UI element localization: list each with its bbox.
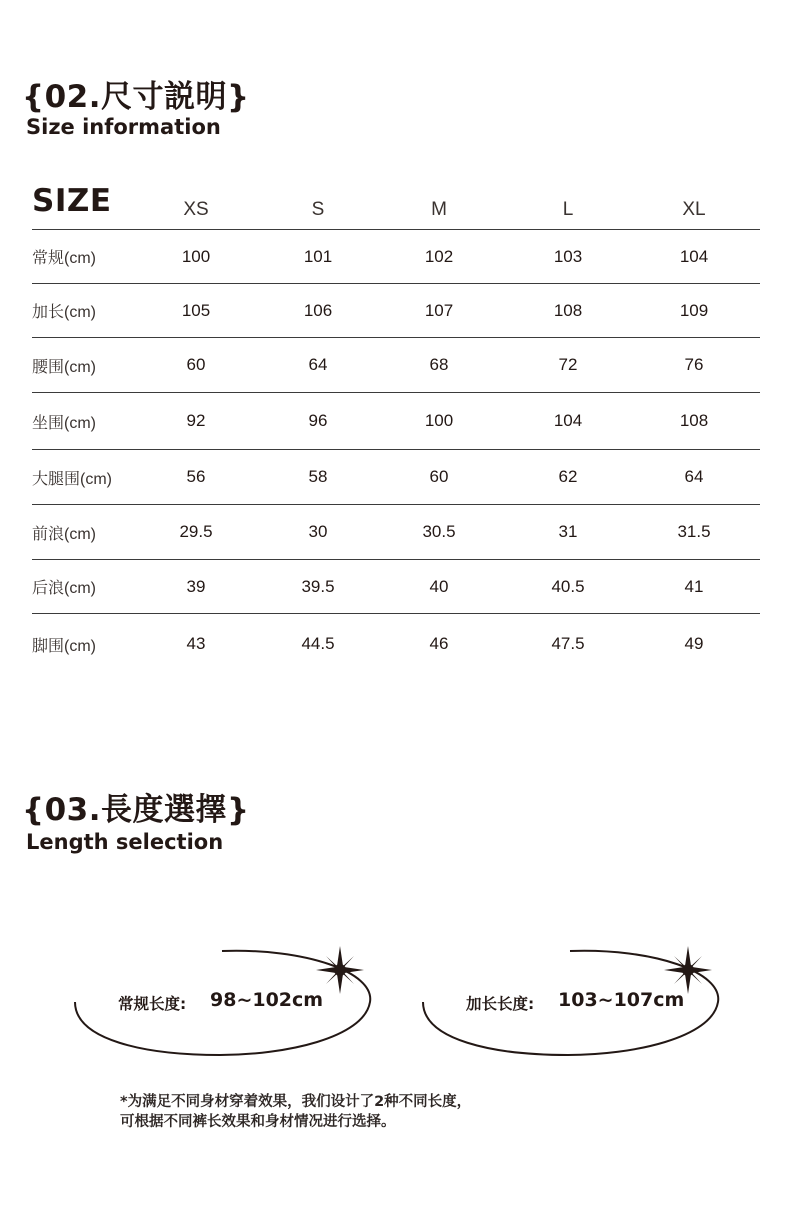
table-row: [32, 284, 760, 338]
table-cell: 64: [308, 355, 328, 374]
row-label: 常规(cm): [32, 250, 96, 267]
table-cell: 40: [429, 576, 449, 596]
table-cell: 106: [303, 300, 333, 320]
row-label: 脚围(cm): [32, 637, 96, 655]
table-cell: 60: [186, 355, 206, 374]
row-label: 后浪(cm): [32, 580, 96, 597]
table-cell: 104: [553, 411, 583, 430]
table-row: [32, 230, 760, 284]
size-table: [32, 182, 760, 674]
table-cell: 31: [558, 522, 578, 541]
section-size-title: {02.尺寸説明}: [22, 79, 250, 115]
table-cell: 60: [429, 467, 449, 486]
table-cell: 105: [181, 300, 211, 320]
table-cell: 101: [303, 246, 333, 266]
table-row: [32, 505, 760, 560]
size-col-m: M: [431, 199, 447, 220]
table-cell: 49: [684, 634, 704, 653]
table-cell: 62: [558, 467, 578, 486]
table-row: [32, 393, 760, 450]
table-cell: 29.5: [179, 522, 213, 541]
table-cell: 108: [679, 411, 709, 430]
table-row: [32, 560, 760, 614]
table-cell: 92: [186, 411, 206, 430]
row-label: 大腿围(cm): [32, 470, 112, 488]
section-size-subtitle: Size information: [26, 115, 221, 139]
row-label: 加长(cm): [32, 304, 96, 321]
size-table-header-row: [32, 182, 760, 230]
table-cell: 108: [553, 300, 583, 320]
table-cell: 30: [308, 522, 328, 541]
size-col-s: S: [311, 199, 325, 220]
table-cell: 76: [684, 355, 704, 374]
table-cell: 109: [679, 300, 709, 320]
table-cell: 64: [684, 467, 704, 486]
length-label: 常规长度:: [118, 995, 187, 1013]
size-col-xl: XL: [682, 199, 706, 220]
table-cell: 96: [308, 411, 328, 430]
row-label: 腰围(cm): [32, 358, 96, 376]
table-cell: 43: [186, 634, 206, 653]
table-cell: 72: [558, 355, 578, 374]
table-cell: 44.5: [301, 634, 335, 653]
table-cell: 56: [186, 467, 206, 486]
length-value: 98~102cm: [210, 989, 324, 1011]
length-value: 103~107cm: [558, 989, 685, 1011]
length-option-regular: [70, 940, 390, 1070]
note-line-1: *为满足不同身材穿着效果，我们设计了2种不同长度，: [120, 1094, 472, 1110]
table-cell: 39: [186, 576, 206, 596]
table-cell: 100: [424, 411, 454, 430]
table-cell: 103: [553, 246, 583, 266]
table-cell: 68: [429, 355, 449, 374]
size-col-l: L: [562, 199, 574, 220]
table-cell: 46: [429, 634, 449, 653]
table-cell: 39.5: [301, 576, 335, 596]
table-cell: 58: [308, 467, 328, 486]
table-cell: 47.5: [551, 634, 585, 653]
table-cell: 107: [424, 300, 454, 320]
table-cell: 30.5: [422, 522, 456, 541]
table-cell: 40.5: [551, 576, 585, 596]
section-length-subtitle: Length selection: [26, 830, 224, 854]
table-cell: 41: [684, 576, 704, 596]
row-label: 坐围(cm): [32, 414, 96, 432]
row-label: 前浪(cm): [32, 525, 96, 543]
note-line-2: 可根据不同裤长效果和身材情况进行选择。: [120, 1114, 396, 1130]
table-cell: 100: [181, 246, 211, 266]
table-cell: 102: [424, 246, 454, 266]
table-row: [32, 614, 760, 674]
table-row: [32, 450, 760, 505]
table-row: [32, 338, 760, 393]
size-col-xs: XS: [183, 199, 209, 220]
length-label: 加长长度:: [466, 995, 535, 1013]
section-length-title: {03.長度選擇}: [22, 792, 250, 828]
table-cell: 104: [679, 246, 709, 266]
table-cell: 31.5: [677, 522, 711, 541]
size-table-header-label: SIZE: [32, 182, 112, 219]
length-option-long: [418, 940, 738, 1070]
